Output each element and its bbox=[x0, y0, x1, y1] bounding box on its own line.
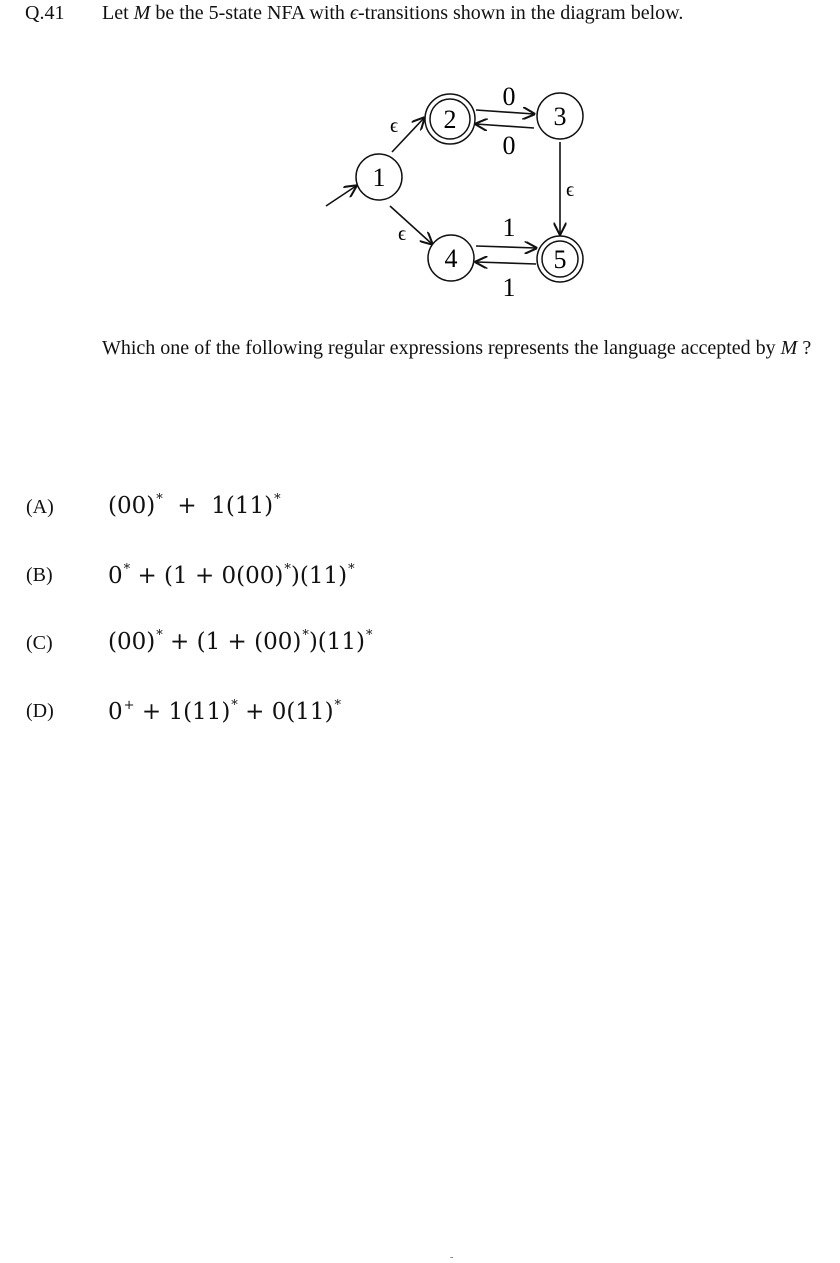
prompt-end: ? bbox=[797, 337, 812, 359]
intro-text-2: be the 5-state NFA with bbox=[150, 2, 350, 24]
option-a-label: (A) bbox=[26, 496, 54, 518]
option-b-expression: 0* + (1 + 0(00)*)(11)* bbox=[108, 562, 355, 589]
option-d-label: (D) bbox=[26, 700, 54, 722]
option-a-expression: (00)* + 1(11)* bbox=[108, 492, 281, 519]
state-3-label: 3 bbox=[553, 102, 567, 131]
option-c-label: (C) bbox=[26, 632, 53, 654]
label-2-3: 0 bbox=[502, 82, 516, 111]
label-3-5: ϵ bbox=[565, 179, 575, 201]
state-4 bbox=[428, 235, 474, 281]
question-number: Q.41 bbox=[25, 2, 65, 24]
state-2-label: 2 bbox=[443, 105, 457, 134]
state-4-label: 4 bbox=[444, 244, 458, 273]
prompt-text: Which one of the following regular expressions represents the language accepted by bbox=[102, 337, 781, 359]
start-arrow bbox=[326, 186, 356, 206]
intro-text-3: -transitions shown in the diagram below. bbox=[358, 2, 684, 24]
state-5-label: 5 bbox=[553, 245, 567, 274]
state-5 bbox=[537, 236, 583, 282]
state-1 bbox=[356, 154, 402, 200]
edge-5-4 bbox=[476, 262, 536, 264]
page-mark: - bbox=[450, 1252, 454, 1263]
label-1-4: ϵ bbox=[397, 223, 407, 245]
label-1-2: ϵ bbox=[389, 115, 399, 137]
state-1-label: 1 bbox=[372, 163, 386, 192]
label-4-5: 1 bbox=[502, 213, 516, 242]
prompt-var-m: M bbox=[780, 337, 798, 359]
intro-epsilon: ϵ bbox=[349, 2, 358, 24]
option-d-expression: 0+ + 1(11)* + 0(11)* bbox=[108, 698, 342, 725]
edge-1-4 bbox=[390, 206, 432, 244]
edge-3-2 bbox=[476, 124, 534, 128]
intro-var-m: M bbox=[133, 2, 151, 24]
label-5-4: 1 bbox=[502, 273, 516, 302]
option-b-label: (B) bbox=[26, 564, 53, 586]
edge-4-5 bbox=[476, 246, 536, 248]
intro-text-1: Let bbox=[102, 2, 134, 24]
label-3-2: 0 bbox=[502, 131, 516, 160]
option-c-expression: (00)* + (1 + (00)*)(11)* bbox=[108, 628, 373, 655]
question-intro bbox=[102, 2, 683, 25]
nfa-diagram bbox=[318, 78, 593, 303]
question-prompt bbox=[102, 336, 820, 361]
state-3 bbox=[537, 93, 583, 139]
state-2 bbox=[425, 94, 475, 144]
